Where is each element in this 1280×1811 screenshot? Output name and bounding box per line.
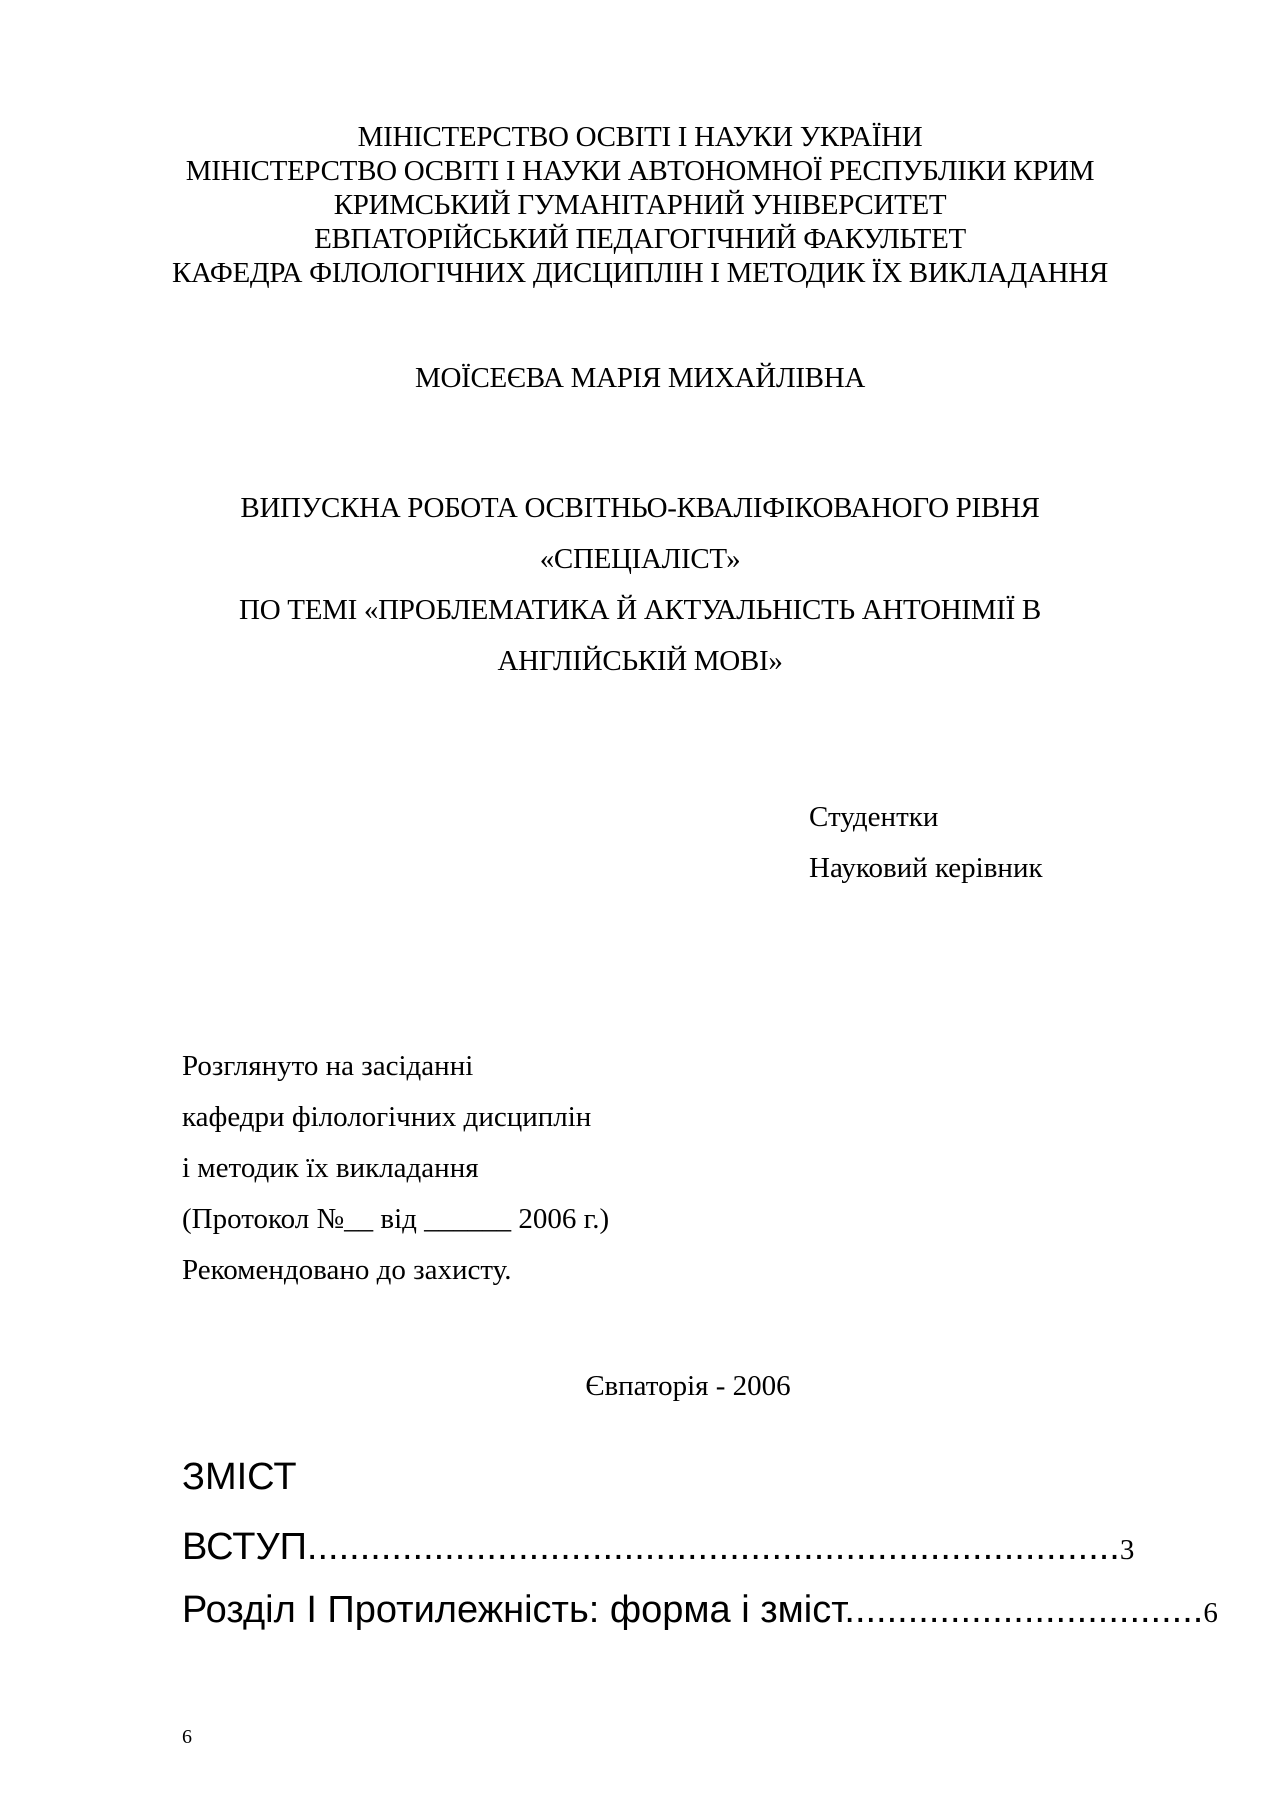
- header-line-department: КАФЕДРА ФІЛОЛОГІЧНИХ ДИСЦИПЛІН І МЕТОДИК ЇХ ВИКЛАДАННЯ: [172, 257, 1108, 289]
- thesis-line-3: ПО ТЕМІ «ПРОБЛЕМАТИКА Й АКТУАЛЬНІСТЬ АНТОНІМІЇ В: [239, 594, 1041, 626]
- toc-entry-introduction: [182, 1525, 1134, 1572]
- page-number: 6: [182, 1726, 192, 1748]
- approval-protocol-line: (Протокол №__ від ______ 2006 г.): [182, 1203, 610, 1235]
- approval-line-3: і методик їх викладання: [182, 1152, 479, 1184]
- approval-block: [182, 1041, 609, 1296]
- author-name: МОЇСЕЄВА МАРІЯ МИХАЙЛІВНА: [414, 362, 865, 394]
- header-line-ministry-crimea: МІНІСТЕРСТВО ОСВІТІ І НАУКИ АВТОНОМНОЇ РЕСПУБЛІКИ КРИМ: [185, 155, 1095, 187]
- approval-line-2: кафедри філологічних дисциплін: [182, 1101, 592, 1133]
- header-line-university: КРИМСЬКИЙ ГУМАНІТАРНИЙ УНІВЕРСИТЕТ: [333, 189, 947, 221]
- approval-recommendation: Рекомендовано до захисту.: [182, 1254, 512, 1286]
- toc-title: ЗМІСТ: [182, 1456, 297, 1498]
- roles-block: [809, 792, 1043, 894]
- institution-header: [0, 120, 1280, 290]
- header-line-faculty: ЕВПАТОРІЙСЬКИЙ ПЕДАГОГІЧНИЙ ФАКУЛЬТЕТ: [314, 223, 966, 255]
- toc-entry-label: Розділ І Протилежність: форма і зміст..................................: [182, 1589, 1204, 1631]
- thesis-line-1: ВИПУСКНА РОБОТА ОСВІТНЬО-КВАЛІФІКОВАНОГО РІВНЯ: [240, 492, 1040, 524]
- toc-entry-label: ВСТУП.............................................................................: [182, 1526, 1120, 1568]
- role-student: Студентки: [809, 801, 939, 833]
- header-line-ministry: МІНІСТЕРСТВО ОСВІТІ І НАУКИ УКРАЇНИ: [357, 121, 923, 153]
- place-year: Євпаторія - 2006: [585, 1370, 791, 1402]
- approval-line-1: Розглянуто на засіданні: [182, 1050, 474, 1082]
- thesis-line-2: «СПЕЦІАЛІСТ»: [539, 543, 741, 575]
- toc-entry-chapter-1: [182, 1588, 1218, 1635]
- toc-entry-page: 6: [1203, 1597, 1218, 1629]
- thesis-title: [0, 483, 1280, 687]
- role-supervisor: Науковий керівник: [809, 852, 1043, 884]
- toc-entry-page: 3: [1119, 1534, 1135, 1566]
- thesis-line-4: АНГЛІЙСЬКІЙ МОВІ»: [497, 645, 783, 677]
